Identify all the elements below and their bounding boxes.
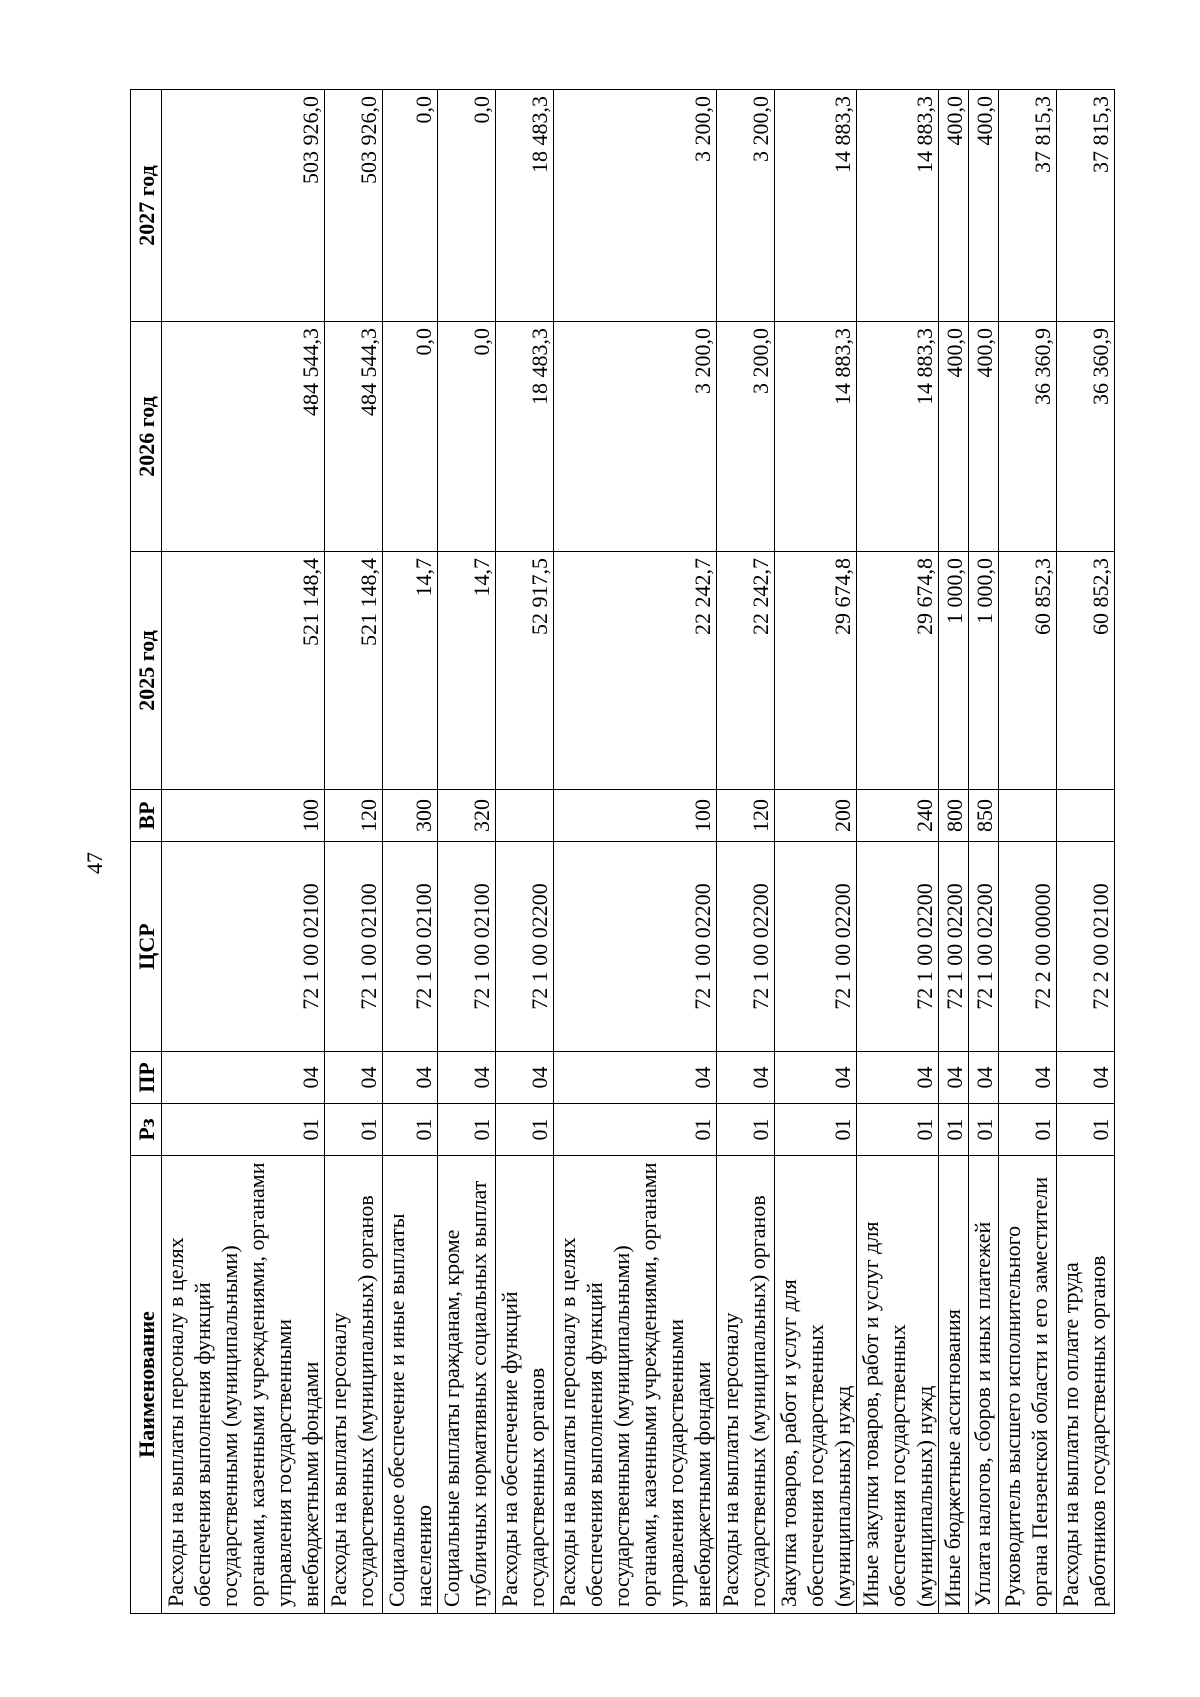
table-row — [438, 90, 496, 1614]
cell-2026: 484 544,3 — [325, 322, 383, 552]
cell-pr: 04 — [775, 1052, 857, 1104]
table-row — [775, 90, 857, 1614]
column-header-csr: ЦСР — [131, 842, 162, 1052]
cell-vr — [1057, 790, 1115, 842]
cell-vr: 240 — [857, 790, 939, 842]
cell-vr: 320 — [438, 790, 496, 842]
budget-table — [130, 89, 1115, 1614]
cell-name: Иные закупки товаров, работ и услуг для обеспечения государственных (муниципальных) нужд — [857, 1156, 939, 1614]
cell-name: Иные бюджетные ассигнования — [939, 1156, 969, 1614]
cell-2026: 0,0 — [438, 322, 496, 552]
cell-csr: 72 1 00 02100 — [162, 842, 325, 1052]
cell-pr: 04 — [857, 1052, 939, 1104]
cell-pr: 04 — [717, 1052, 775, 1104]
table-row — [383, 90, 438, 1614]
column-header-vr: ВР — [131, 790, 162, 842]
cell-2027: 37 815,3 — [999, 90, 1057, 322]
cell-2025: 29 674,8 — [857, 552, 939, 790]
cell-rz: 01 — [162, 1104, 325, 1156]
cell-csr: 72 1 00 02200 — [496, 842, 554, 1052]
cell-pr: 04 — [325, 1052, 383, 1104]
cell-csr: 72 1 00 02100 — [325, 842, 383, 1052]
table-body — [162, 90, 1115, 1614]
column-header-2025: 2025 год — [131, 552, 162, 790]
cell-csr: 72 1 00 02200 — [969, 842, 999, 1052]
cell-name: Расходы на обеспечение функций государственных органов — [496, 1156, 554, 1614]
cell-2026: 36 360,9 — [999, 322, 1057, 552]
cell-vr: 120 — [717, 790, 775, 842]
cell-2026: 18 483,3 — [496, 322, 554, 552]
table-row — [857, 90, 939, 1614]
cell-name: Социальные выплаты гражданам, кроме публичных нормативных социальных выплат — [438, 1156, 496, 1614]
cell-rz: 01 — [1057, 1104, 1115, 1156]
cell-pr: 04 — [969, 1052, 999, 1104]
cell-name: Руководитель высшего исполнительного органа Пензенской области и его заместители — [999, 1156, 1057, 1614]
cell-2027: 400,0 — [939, 90, 969, 322]
cell-2025: 521 148,4 — [325, 552, 383, 790]
cell-vr: 120 — [325, 790, 383, 842]
cell-csr: 72 2 00 02100 — [1057, 842, 1115, 1052]
cell-name: Социальное обеспечение и иные выплаты населению — [383, 1156, 438, 1614]
table-row — [554, 90, 717, 1614]
cell-2025: 1 000,0 — [969, 552, 999, 790]
cell-vr — [999, 790, 1057, 842]
cell-2025: 29 674,8 — [775, 552, 857, 790]
cell-2027: 18 483,3 — [496, 90, 554, 322]
cell-pr: 04 — [496, 1052, 554, 1104]
cell-2027: 503 926,0 — [162, 90, 325, 322]
cell-rz: 01 — [775, 1104, 857, 1156]
cell-2025: 22 242,7 — [717, 552, 775, 790]
cell-rz: 01 — [496, 1104, 554, 1156]
cell-pr: 04 — [939, 1052, 969, 1104]
cell-name: Расходы на выплаты персоналу государственных (муниципальных) органов — [717, 1156, 775, 1614]
rotated-table-container — [130, 90, 1113, 1614]
cell-rz: 01 — [717, 1104, 775, 1156]
cell-2025: 22 242,7 — [554, 552, 717, 790]
cell-pr: 04 — [999, 1052, 1057, 1104]
cell-2027: 14 883,3 — [857, 90, 939, 322]
cell-csr: 72 1 00 02200 — [554, 842, 717, 1052]
cell-rz: 01 — [325, 1104, 383, 1156]
cell-vr: 100 — [162, 790, 325, 842]
cell-2025: 14,7 — [383, 552, 438, 790]
cell-name: Расходы на выплаты персоналу в целях обеспечения выполнения функций государственными (муниципальными) органами, казенными учреждениями, органами управления государственными внебюджетными фондами — [554, 1156, 717, 1614]
cell-name: Расходы на выплаты по оплате труда работников государственных органов — [1057, 1156, 1115, 1614]
cell-2025: 52 917,5 — [496, 552, 554, 790]
cell-vr — [496, 790, 554, 842]
cell-rz: 01 — [554, 1104, 717, 1156]
cell-vr: 200 — [775, 790, 857, 842]
table-header-row — [131, 90, 162, 1614]
table-row — [717, 90, 775, 1614]
cell-vr: 300 — [383, 790, 438, 842]
cell-2026: 400,0 — [939, 322, 969, 552]
cell-2027: 400,0 — [969, 90, 999, 322]
cell-name: Расходы на выплаты персоналу в целях обеспечения выполнения функций государственными (муниципальными) органами, казенными учреждениями, органами управления государственными внебюджетными фондами — [162, 1156, 325, 1614]
cell-2027: 503 926,0 — [325, 90, 383, 322]
cell-pr: 04 — [1057, 1052, 1115, 1104]
cell-name: Расходы на выплаты персоналу государственных (муниципальных) органов — [325, 1156, 383, 1614]
cell-csr: 72 1 00 02100 — [383, 842, 438, 1052]
cell-csr: 72 1 00 02200 — [857, 842, 939, 1052]
cell-2025: 14,7 — [438, 552, 496, 790]
cell-2025: 60 852,3 — [1057, 552, 1115, 790]
cell-csr: 72 1 00 02200 — [717, 842, 775, 1052]
cell-csr: 72 2 00 00000 — [999, 842, 1057, 1052]
column-header-pr: ПР — [131, 1052, 162, 1104]
column-header-2027: 2027 год — [131, 90, 162, 322]
cell-2027: 14 883,3 — [775, 90, 857, 322]
cell-2026: 36 360,9 — [1057, 322, 1115, 552]
table-row — [325, 90, 383, 1614]
cell-2025: 521 148,4 — [162, 552, 325, 790]
cell-pr: 04 — [383, 1052, 438, 1104]
cell-2026: 3 200,0 — [554, 322, 717, 552]
cell-vr: 800 — [939, 790, 969, 842]
cell-rz: 01 — [857, 1104, 939, 1156]
table-row — [162, 90, 325, 1614]
cell-2026: 3 200,0 — [717, 322, 775, 552]
cell-2026: 484 544,3 — [162, 322, 325, 552]
table-row — [939, 90, 969, 1614]
cell-vr: 100 — [554, 790, 717, 842]
cell-rz: 01 — [999, 1104, 1057, 1156]
table-row — [496, 90, 554, 1614]
cell-2027: 0,0 — [383, 90, 438, 322]
cell-vr: 850 — [969, 790, 999, 842]
cell-csr: 72 1 00 02200 — [939, 842, 969, 1052]
cell-2027: 37 815,3 — [1057, 90, 1115, 322]
cell-csr: 72 1 00 02100 — [438, 842, 496, 1052]
table-row — [999, 90, 1057, 1614]
cell-2027: 3 200,0 — [554, 90, 717, 322]
cell-2026: 0,0 — [383, 322, 438, 552]
cell-pr: 04 — [554, 1052, 717, 1104]
cell-name: Закупка товаров, работ и услуг для обеспечения государственных (муниципальных) нужд — [775, 1156, 857, 1614]
cell-rz: 01 — [438, 1104, 496, 1156]
cell-2025: 1 000,0 — [939, 552, 969, 790]
cell-2027: 0,0 — [438, 90, 496, 322]
cell-name: Уплата налогов, сборов и иных платежей — [969, 1156, 999, 1614]
column-header-rz: Рз — [131, 1104, 162, 1156]
column-header-name: Наименование — [131, 1156, 162, 1614]
column-header-2026: 2026 год — [131, 322, 162, 552]
cell-csr: 72 1 00 02200 — [775, 842, 857, 1052]
cell-2026: 14 883,3 — [857, 322, 939, 552]
table-row — [1057, 90, 1115, 1614]
cell-2025: 60 852,3 — [999, 552, 1057, 790]
cell-rz: 01 — [383, 1104, 438, 1156]
cell-2026: 14 883,3 — [775, 322, 857, 552]
cell-rz: 01 — [969, 1104, 999, 1156]
cell-pr: 04 — [438, 1052, 496, 1104]
cell-2027: 3 200,0 — [717, 90, 775, 322]
cell-pr: 04 — [162, 1052, 325, 1104]
cell-2026: 400,0 — [969, 322, 999, 552]
cell-rz: 01 — [939, 1104, 969, 1156]
table-row — [969, 90, 999, 1614]
page-number: 47 — [82, 852, 107, 874]
